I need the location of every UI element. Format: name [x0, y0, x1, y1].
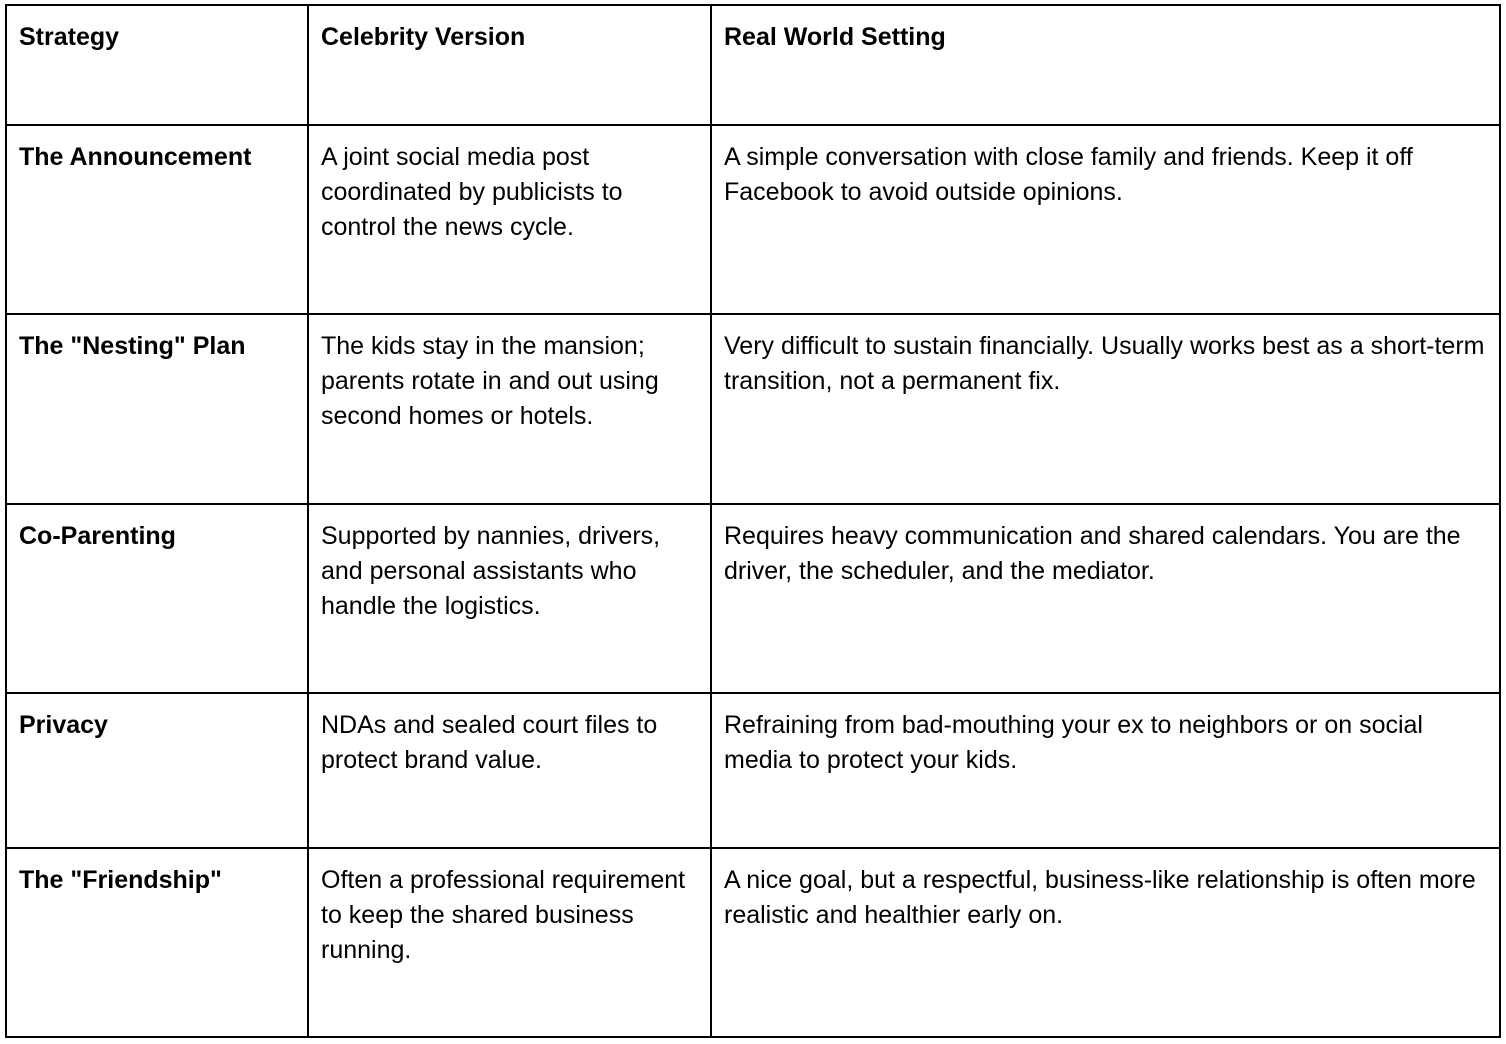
celebrity-cell: Often a professional requirement to keep the shared business running. — [308, 848, 711, 1037]
celebrity-cell: A joint social media post coordinated by publicists to control the news cycle. — [308, 125, 711, 314]
header-celebrity-version: Celebrity Version — [308, 5, 711, 125]
real-world-cell: Refraining from bad-mouthing your ex to neighbors or on social media to protect your kids. — [711, 693, 1500, 848]
strategy-cell: The "Friendship" — [6, 848, 308, 1037]
strategy-cell: The "Nesting" Plan — [6, 314, 308, 504]
celebrity-cell: NDAs and sealed court files to protect brand value. — [308, 693, 711, 848]
real-world-cell: Requires heavy communication and shared calendars. You are the driver, the scheduler, and the mediator. — [711, 504, 1500, 693]
real-world-cell: A nice goal, but a respectful, business-like relationship is often more realistic and healthier early on. — [711, 848, 1500, 1037]
table-row — [6, 314, 1500, 504]
strategy-cell: The Announcement — [6, 125, 308, 314]
real-world-cell: A simple conversation with close family and friends. Keep it off Facebook to avoid outside opinions. — [711, 125, 1500, 314]
table-row — [6, 693, 1500, 848]
header-strategy: Strategy — [6, 5, 308, 125]
celebrity-cell: The kids stay in the mansion; parents rotate in and out using second homes or hotels. — [308, 314, 711, 504]
strategy-cell: Co-Parenting — [6, 504, 308, 693]
comparison-table — [5, 4, 1501, 1038]
table-header-row — [6, 5, 1500, 125]
table-row — [6, 504, 1500, 693]
celebrity-cell: Supported by nannies, drivers, and personal assistants who handle the logistics. — [308, 504, 711, 693]
table-row — [6, 848, 1500, 1037]
strategy-cell: Privacy — [6, 693, 308, 848]
header-real-world-setting: Real World Setting — [711, 5, 1500, 125]
real-world-cell: Very difficult to sustain financially. Usually works best as a short-term transition, not a permanent fix. — [711, 314, 1500, 504]
table-row — [6, 125, 1500, 314]
